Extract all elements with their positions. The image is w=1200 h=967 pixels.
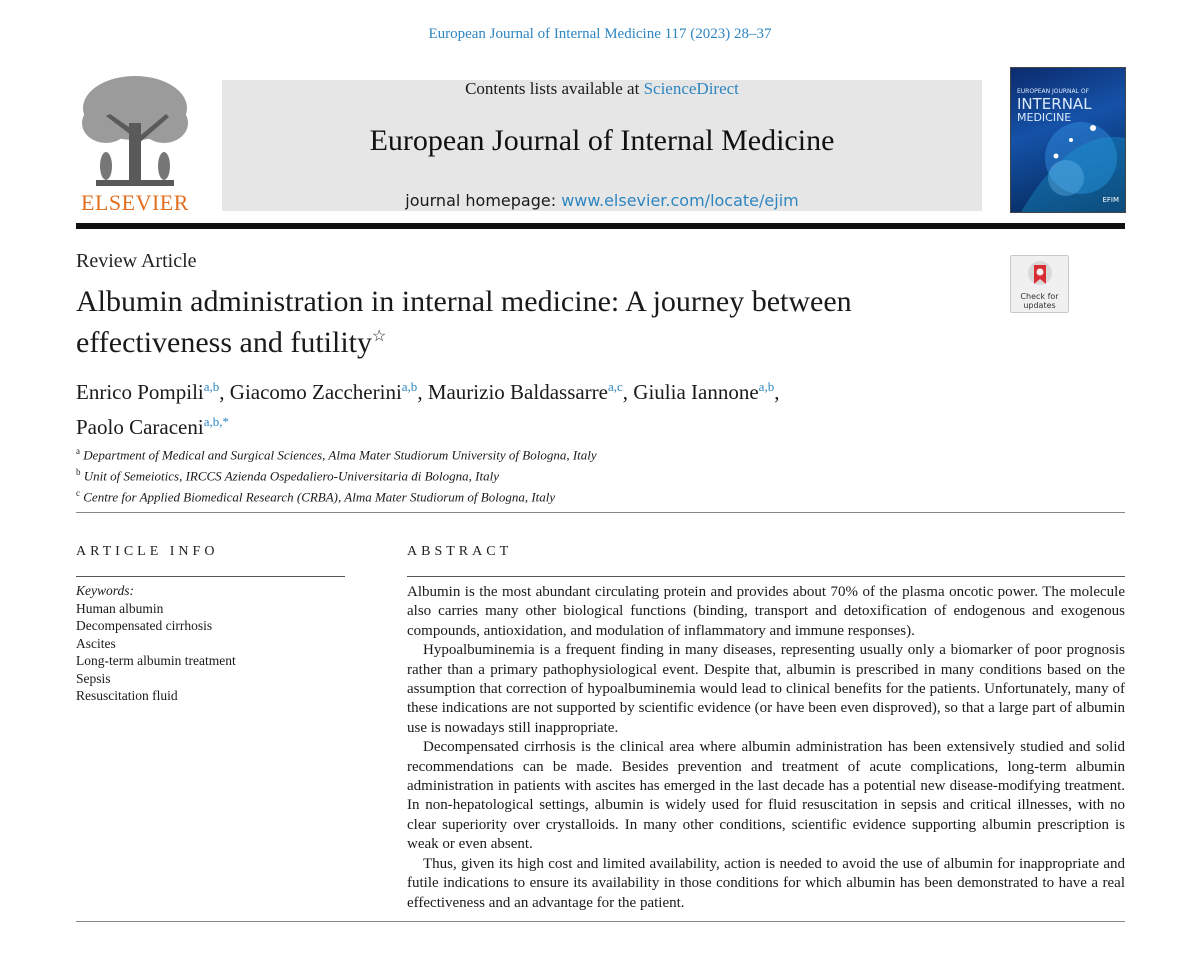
author-affiliation-marks[interactable]: a,b bbox=[401, 379, 418, 394]
affiliation-item bbox=[76, 443, 976, 464]
author-name[interactable]: Maurizio Baldassarre bbox=[427, 380, 608, 404]
bookmark-ribbon-icon bbox=[1027, 260, 1053, 290]
affiliation-item bbox=[76, 485, 976, 506]
contents-line bbox=[222, 80, 982, 98]
keyword-item: Resuscitation fluid bbox=[76, 688, 178, 703]
abstract-paragraph: Thus, given its high cost and limited availability, action is needed to avoid the use of albumin for inappropriate and futile indications to ensure its availability in those conditions for which albumin has been demonstrated to have a real effectiveness and an advantage for the patient. bbox=[407, 855, 1125, 911]
author-affiliation-marks[interactable]: a,b bbox=[203, 379, 220, 394]
affiliation-text: Department of Medical and Surgical Sciences, Alma Mater Studiorum University of Bologna, Italy bbox=[83, 447, 597, 463]
journal-reference[interactable] bbox=[0, 26, 1200, 43]
abstract-paragraph: Albumin is the most abundant circulating protein and provides about 70% of the plasma oncotic power. The molecule also carries many other biological functions (binding, transport and detoxification of endogenous and exogenous compounds, antioxidation, and modulation of inflammatory and immune responses). bbox=[407, 584, 1125, 639]
affiliation-text: Unit of Semeiotics, IRCCS Azienda Ospedaliero-Universitaria di Bologna, Italy bbox=[83, 468, 499, 484]
abstract-body bbox=[407, 583, 1125, 913]
author-separator: , bbox=[417, 380, 428, 404]
author-affiliation-marks[interactable]: a,b bbox=[758, 379, 775, 394]
cover-line3: MEDICINE bbox=[1017, 111, 1072, 124]
keywords-block bbox=[76, 582, 236, 705]
author-name[interactable]: Giulia Iannone bbox=[633, 380, 759, 404]
affiliation-key: a bbox=[76, 446, 80, 456]
affiliation-key: c bbox=[76, 487, 80, 498]
affiliation-key: b bbox=[76, 466, 81, 477]
cover-line1: EUROPEAN JOURNAL OF bbox=[1017, 88, 1090, 95]
author-separator: , bbox=[774, 380, 780, 404]
author-list bbox=[76, 372, 976, 442]
journal-header-band bbox=[222, 80, 982, 211]
article-info-rule bbox=[76, 576, 345, 577]
author-name[interactable]: Enrico Pompili bbox=[76, 380, 204, 404]
abstract-rule bbox=[407, 576, 1125, 577]
author-affiliation-marks[interactable]: a,b,* bbox=[203, 414, 229, 429]
homepage-link[interactable]: www.elsevier.com/locate/ejim bbox=[561, 191, 799, 210]
cover-title bbox=[1017, 86, 1092, 124]
author-affiliation-marks[interactable]: a,c bbox=[608, 379, 623, 394]
keyword-item: Human albumin bbox=[76, 600, 164, 616]
cover-efim-badge: EFIM bbox=[1102, 196, 1119, 204]
article-title bbox=[76, 284, 976, 360]
author-name[interactable]: Paolo Caraceni bbox=[76, 415, 204, 439]
article-type: Review Article bbox=[76, 250, 197, 272]
journal-reference-link[interactable]: European Journal of Internal Medicine 117 (2023) 28–37 bbox=[428, 26, 772, 42]
keyword-item: Decompensated cirrhosis bbox=[76, 618, 213, 633]
keyword-item: Ascites bbox=[76, 635, 116, 651]
homepage-line bbox=[222, 191, 982, 210]
affiliation-item bbox=[76, 464, 976, 485]
keywords-label: Keywords: bbox=[76, 583, 134, 598]
affiliations bbox=[76, 443, 976, 505]
abstract-bottom-divider bbox=[76, 921, 1125, 922]
contents-prefix: Contents lists available at bbox=[465, 79, 644, 98]
homepage-prefix: journal homepage: bbox=[405, 191, 562, 210]
affiliation-text: Centre for Applied Biomedical Research (CRBA), Alma Mater Studiorum of Bologna, Italy bbox=[83, 488, 556, 504]
cover-line2: INTERNAL bbox=[1017, 95, 1092, 113]
article-info-heading: ARTICLE INFO bbox=[76, 544, 219, 559]
check-updates-line2: updates bbox=[1023, 301, 1056, 310]
affiliations-divider bbox=[76, 512, 1125, 513]
title-footnote-mark[interactable]: ☆ bbox=[372, 328, 387, 345]
journal-cover-image[interactable] bbox=[1010, 67, 1126, 213]
header-divider bbox=[76, 223, 1125, 229]
check-for-updates-button[interactable] bbox=[1010, 255, 1069, 313]
elsevier-wordmark: ELSEVIER bbox=[81, 190, 189, 215]
check-updates-line1: Check for bbox=[1020, 292, 1059, 301]
abstract-heading: ABSTRACT bbox=[407, 544, 513, 559]
keyword-item: Sepsis bbox=[76, 670, 111, 686]
keyword-item: Long-term albumin treatment bbox=[76, 653, 236, 668]
article-title-text: Albumin administration in internal medicine: A journey between effectiveness and futility bbox=[76, 285, 852, 359]
journal-title: European Journal of Internal Medicine bbox=[369, 124, 835, 157]
abstract-paragraph: Hypoalbuminemia is a frequent finding in many diseases, representing usually only a biomarker of poor prognosis rather than a primary pathophysiological event. Despite that, albumin is prescribed in many conditions based on the assumption that correction of hypoalbuminemia would lead to clinical benefits for the patients. Unfortunately, many of these indications are not supported by scientific evidence (or have been even disproved), so that a large part of albumin use is nowadays still inappropriate. bbox=[407, 642, 1125, 736]
abstract-paragraph: Decompensated cirrhosis is the clinical area where albumin administration has been extensively studied and solid recommendations can be made. Besides prevention and treatment of acute complications, long-term albumin administration in patients with ascites has emerged in the last decade has a potential new disease-modifying treatment. In non-hepatological settings, albumin is widely used for fluid resuscitation in sepsis and critical illnesses, with no clear superiority over crystalloids. In many other conditions, scientific evidence supporting albumin prescription is weak or even absent. bbox=[407, 739, 1125, 853]
author-name[interactable]: Giacomo Zaccherini bbox=[229, 380, 402, 404]
sciencedirect-link[interactable]: ScienceDirect bbox=[643, 79, 739, 98]
author-separator: , bbox=[219, 380, 230, 404]
author-separator: , bbox=[622, 380, 634, 404]
